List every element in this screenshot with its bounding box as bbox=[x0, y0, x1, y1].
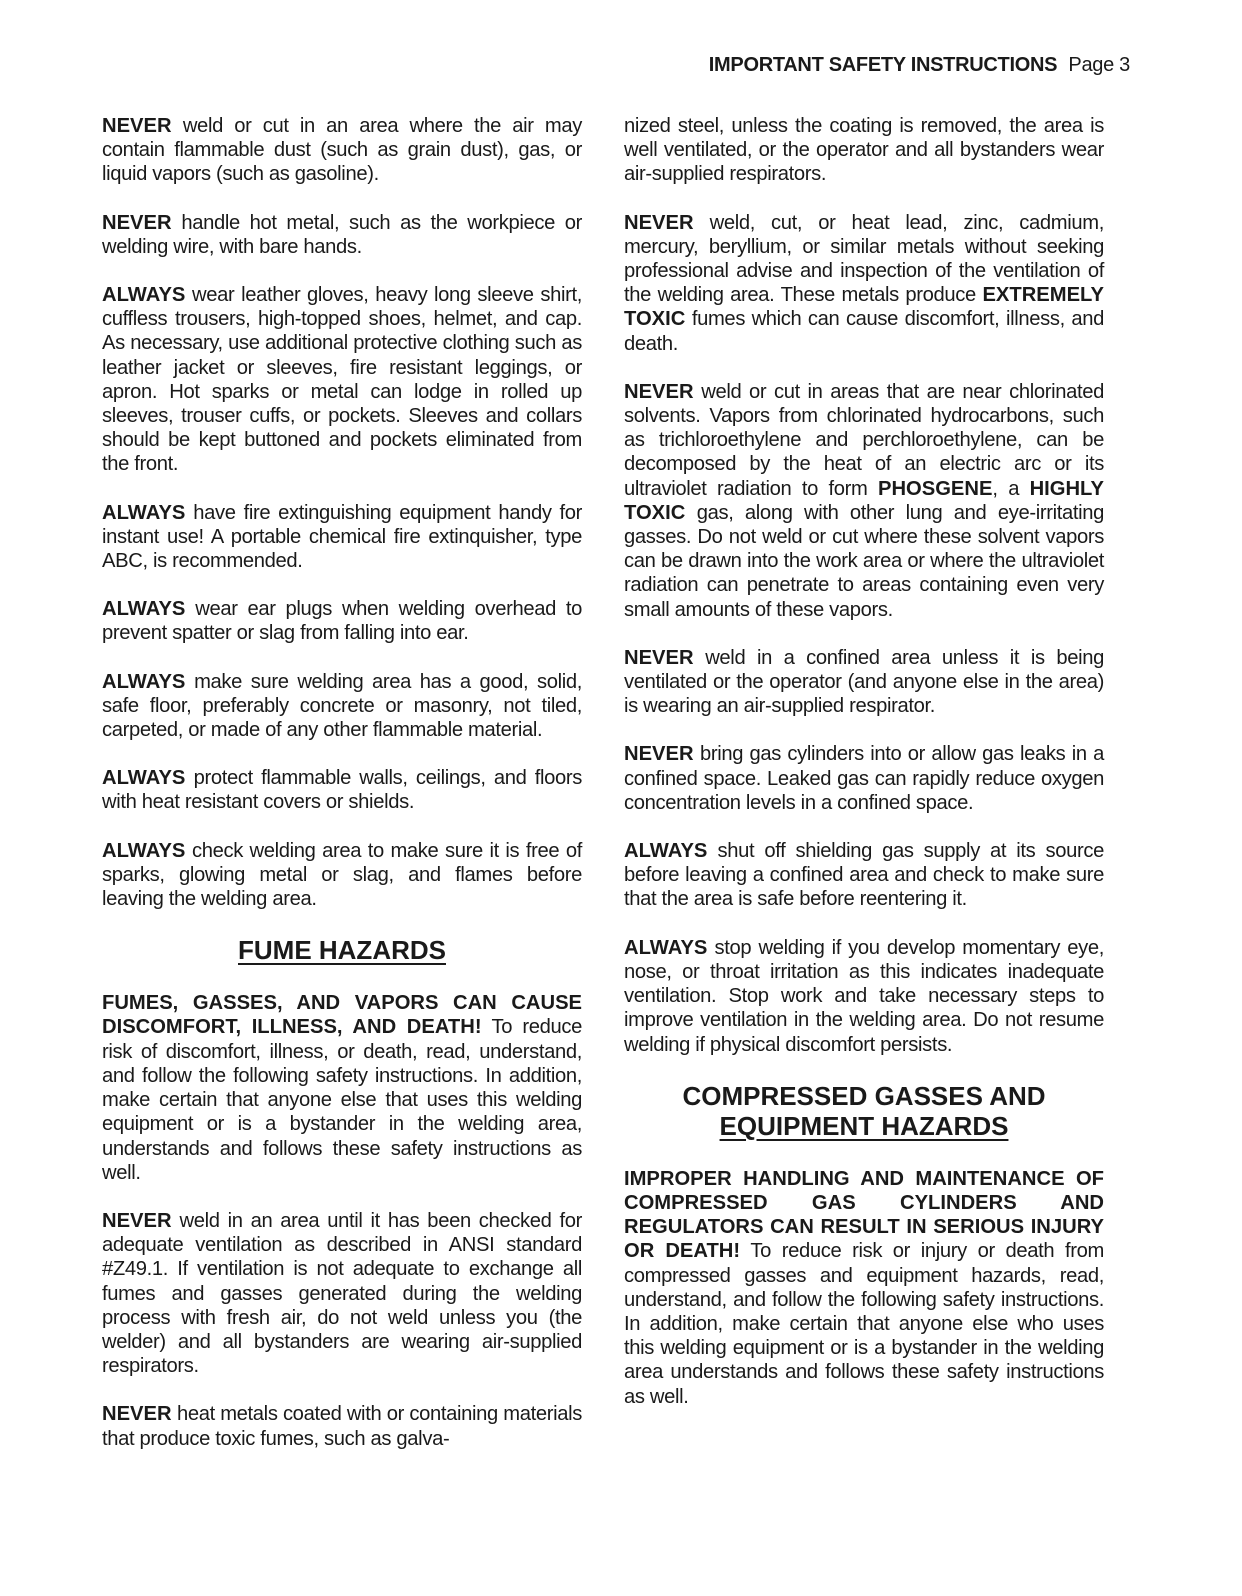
paragraph: NEVER weld in an area until it has been checked for adequate ventilation as described in ANSI standard #Z49.1. If ventilation is not adequate to exchange all fumes and gasses generated during the welding process with fresh air, do not weld unless you (the welder) and all bystanders are wearing air-supplied respirators. bbox=[102, 1209, 582, 1378]
paragraph: ALWAYS protect flammable walls, ceilings, and floors with heat resistant covers or shields. bbox=[102, 767, 582, 814]
fume-hazards-heading: FUME HAZARDS bbox=[238, 935, 446, 966]
compressed-gas-heading bbox=[624, 1081, 1104, 1141]
paragraph: NEVER handle hot metal, such as the workpiece or welding wire, with bare hands. bbox=[102, 211, 582, 258]
left-column bbox=[102, 114, 582, 1475]
header-title: IMPORTANT SAFETY INSTRUCTIONS bbox=[708, 54, 1058, 76]
paragraph: NEVER weld or cut in an area where the air may contain flammable dust (such as grain dust), gas, or liquid vapors (such as gasoline). bbox=[102, 115, 582, 186]
paragraph: ALWAYS have fire extinguishing equipment handy for instant use! A portable chemical fire extinquisher, type ABC, is recommended. bbox=[102, 501, 582, 573]
heading-line-1: COMPRESSED GASSES AND bbox=[682, 1080, 1046, 1111]
continuation-paragraph: nized steel, unless the coating is removed, the area is well ventilated, or the operator and all bystanders wear air-supplied respirators. bbox=[624, 115, 1104, 186]
paragraph: ALWAYS wear leather gloves, heavy long sleeve shirt, cuffless trousers, high-topped shoes, helmet, and cap. As necessary, use additional protective clothing such as leather jacket or sleeves, fire resistant leggings, or apron. Hot sparks or metal can lodge in rolled up sleeves, trouser cuffs, or pockets. Sleeves and collars should be kept buttoned and pockets eliminated from the front. bbox=[102, 284, 582, 476]
paragraph: ALWAYS stop welding if you develop momentary eye, nose, or throat irritation as this indicates inadequate ventilation. Stop work and take necessary steps to improve ventilation in the welding area. Do not resume welding if physical discomfort persists. bbox=[624, 936, 1104, 1056]
paragraph: ALWAYS wear ear plugs when welding overhead to prevent spatter or slag from falling into ear. bbox=[102, 598, 582, 645]
paragraph: NEVER weld in a confined area unless it is being ventilated or the operator (and anyone else in the area) is wearing an air-supplied respirator. bbox=[624, 646, 1104, 718]
paragraph: NEVER weld, cut, or heat lead, zinc, cadmium, mercury, beryllium, or similar metals without seeking professional advise and inspection of the ventilation of the welding area. These metals produce EXTREMELY TOXIC fumes which can cause discomfort, illness, and death. bbox=[624, 211, 1104, 355]
page-header bbox=[709, 54, 1130, 77]
paragraph: NEVER bring gas cylinders into or allow gas leaks in a confined space. Leaked gas can rapidly reduce oxygen concentration levels in a confined space. bbox=[624, 743, 1104, 814]
heading-line-2: EQUIPMENT HAZARDS bbox=[719, 1110, 1009, 1141]
paragraph: ALWAYS make sure welding area has a good, solid, safe floor, preferably concrete or masonry, not tiled, carpeted, or made of any other flammable material. bbox=[102, 670, 582, 742]
paragraph: ALWAYS check welding area to make sure it is free of sparks, glowing metal or slag, and flames before leaving the welding area. bbox=[102, 839, 582, 911]
fume-intro-paragraph: FUMES, GASSES, AND VAPORS CAN CAUSE DISCOMFORT, ILLNESS, AND DEATH! To reduce risk of discomfort, illness, or death, read, understand, and follow the following safety instructions. In addition, make certain that anyone else that uses this welding equipment or is a bystander in the welding area, understands and follows these safety instructions as well. bbox=[102, 992, 582, 1184]
paragraph: NEVER weld or cut in areas that are near chlorinated solvents. Vapors from chlorinated hydrocarbons, such as trichloroethylene and perchloroethylene, can be decomposed by the heat of an electric arc or its ultraviolet radiation to form PHOSGENE, a HIGHLY TOXIC gas, along with other lung and eye-irritating gasses. Do not weld or cut where these solvent vapors can be drawn into the work area or where the ultraviolet radiation can penetrate to areas containing even very small amounts of these vapors. bbox=[624, 380, 1104, 621]
paragraph: NEVER heat metals coated with or containing materials that produce toxic fumes, such as galva- bbox=[102, 1403, 582, 1450]
gas-intro-paragraph: IMPROPER HANDLING AND MAINTENANCE OF COMPRESSED GAS CYLINDERS AND REGULATORS CAN RESULT IN SERIOUS INJURY OR DEATH! To reduce risk or injury or death from compressed gasses and equipment hazards, read, understand, and follow the following safety instructions. In addition, make certain that anyone else who uses this welding equipment or is a bystander in the welding area understands and follows these safety instructions as well. bbox=[624, 1167, 1104, 1408]
page-number: Page 3 bbox=[1068, 54, 1130, 76]
right-column bbox=[624, 114, 1104, 1433]
paragraph: ALWAYS shut off shielding gas supply at its source before leaving a confined area and check to make sure that the area is safe before reentering it. bbox=[624, 840, 1104, 911]
